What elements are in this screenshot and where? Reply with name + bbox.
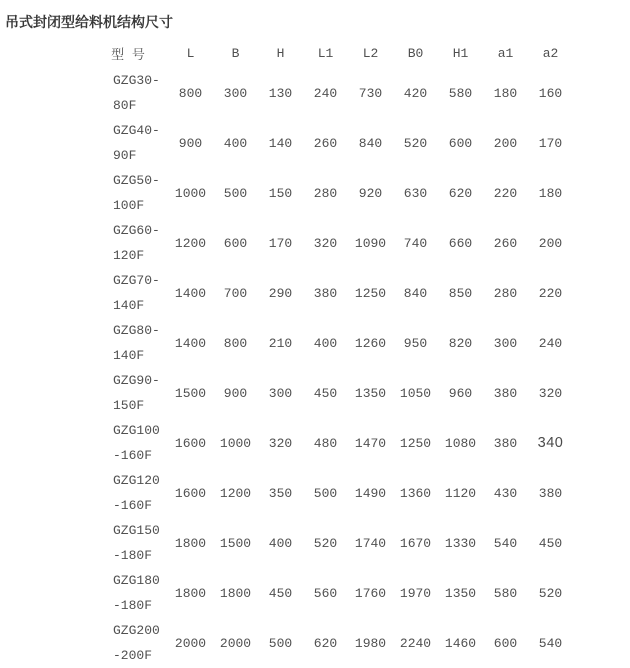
value-cell: 2240 <box>399 635 432 651</box>
column-header: L <box>186 45 195 61</box>
value-cell: 700 <box>223 285 248 301</box>
model-cell <box>88 518 168 568</box>
value-cell: 220 <box>493 185 518 201</box>
value-cell: 260 <box>493 235 518 251</box>
value-cell: 260 <box>313 135 338 151</box>
value-cell: 620 <box>448 185 473 201</box>
value-cell: 320 <box>268 435 293 451</box>
value-cell: 430 <box>493 485 518 501</box>
table-row <box>88 618 573 668</box>
value-cell: 1400 <box>174 285 207 301</box>
model-cell <box>88 268 168 318</box>
value-cell: 480 <box>313 435 338 451</box>
value-cell: 520 <box>313 535 338 551</box>
value-cell: 170 <box>268 235 293 251</box>
model-line: GZG120 <box>113 473 160 488</box>
value-cell: 840 <box>403 285 428 301</box>
value-cell: 580 <box>448 85 473 101</box>
value-cell: 400 <box>268 535 293 551</box>
model-cell <box>88 168 168 218</box>
column-header: L1 <box>317 45 334 61</box>
value-cell: 900 <box>223 385 248 401</box>
value-cell: 850 <box>448 285 473 301</box>
model-cell <box>88 418 168 468</box>
table-row <box>88 68 573 118</box>
value-cell: 580 <box>493 585 518 601</box>
model-line: 120F <box>113 248 145 263</box>
value-cell: 800 <box>178 85 203 101</box>
model-line: -160F <box>113 448 153 463</box>
value-cell: 1800 <box>174 585 207 601</box>
table-row <box>88 318 573 368</box>
value-cell: 450 <box>313 385 338 401</box>
model-line: 80F <box>113 98 137 113</box>
value-cell: 800 <box>223 335 248 351</box>
value-cell: 1250 <box>354 285 387 301</box>
value-cell: 1050 <box>399 385 432 401</box>
value-cell: 280 <box>493 285 518 301</box>
model-line: GZG150 <box>113 523 160 538</box>
value-cell: 290 <box>268 285 293 301</box>
column-header: B0 <box>407 45 424 61</box>
value-cell: 600 <box>223 235 248 251</box>
value-cell: 1600 <box>174 435 207 451</box>
value-cell: 1400 <box>174 335 207 351</box>
value-cell: 380 <box>538 485 563 501</box>
value-cell: 200 <box>493 135 518 151</box>
value-cell: 1470 <box>354 435 387 451</box>
value-cell: 520 <box>538 585 563 601</box>
model-line: 140F <box>113 298 145 313</box>
value-cell: 520 <box>403 135 428 151</box>
spec-table <box>88 38 573 668</box>
column-header: a2 <box>542 45 559 61</box>
value-cell: 1500 <box>219 535 252 551</box>
value-cell: 1200 <box>219 485 252 501</box>
model-cell <box>88 368 168 418</box>
value-cell: 540 <box>538 635 563 651</box>
value-cell: 240 <box>313 85 338 101</box>
value-cell: 180 <box>493 85 518 101</box>
table-header-row <box>88 38 573 68</box>
model-line: GZG60- <box>113 223 160 238</box>
value-cell: 380 <box>313 285 338 301</box>
table-row <box>88 568 573 618</box>
model-cell <box>88 218 168 268</box>
value-cell: 1000 <box>219 435 252 451</box>
value-cell: 400 <box>223 135 248 151</box>
column-header: L2 <box>362 45 379 61</box>
value-cell: 320 <box>313 235 338 251</box>
table-body <box>88 68 573 668</box>
model-line: -180F <box>113 598 153 613</box>
value-cell: 500 <box>313 485 338 501</box>
model-cell <box>88 618 168 668</box>
value-cell: 540 <box>493 535 518 551</box>
value-cell: 350 <box>268 485 293 501</box>
column-header: a1 <box>497 45 514 61</box>
table-header <box>88 38 573 68</box>
model-line: GZG70- <box>113 273 160 288</box>
page-title: 吊式封闭型给料机结构尺寸 <box>5 14 173 30</box>
model-line: 100F <box>113 198 145 213</box>
table-row <box>88 418 573 468</box>
table-row <box>88 118 573 168</box>
value-cell: 150 <box>268 185 293 201</box>
value-cell: 1490 <box>354 485 387 501</box>
value-cell: 500 <box>223 185 248 201</box>
model-line: 90F <box>113 148 137 163</box>
value-cell: 1090 <box>354 235 387 251</box>
value-cell: 840 <box>358 135 383 151</box>
value-cell: 560 <box>313 585 338 601</box>
value-cell: 1760 <box>354 585 387 601</box>
value-cell: 420 <box>403 85 428 101</box>
model-line: 140F <box>113 348 145 363</box>
table-row <box>88 268 573 318</box>
model-line: GZG80- <box>113 323 160 338</box>
value-cell: 1970 <box>399 585 432 601</box>
model-line: -180F <box>113 548 153 563</box>
value-cell: 2000 <box>174 635 207 651</box>
column-header: H1 <box>452 45 469 61</box>
value-cell: 1080 <box>444 435 477 451</box>
value-cell: 450 <box>538 535 563 551</box>
value-cell: 950 <box>403 335 428 351</box>
model-line: GZG50- <box>113 173 160 188</box>
table-row <box>88 168 573 218</box>
model-cell <box>88 68 168 118</box>
value-cell: 1980 <box>354 635 387 651</box>
value-cell: 660 <box>448 235 473 251</box>
model-cell <box>88 318 168 368</box>
model-cell <box>88 568 168 618</box>
value-cell: 1800 <box>174 535 207 551</box>
model-line: 150F <box>113 398 145 413</box>
value-cell: 160 <box>538 85 563 101</box>
value-cell: 300 <box>268 385 293 401</box>
value-cell: 600 <box>493 635 518 651</box>
value-cell: 920 <box>358 185 383 201</box>
value-cell: 170 <box>538 135 563 151</box>
value-cell: 200 <box>538 235 563 251</box>
value-cell: 320 <box>538 385 563 401</box>
value-cell: 130 <box>268 85 293 101</box>
value-cell: 300 <box>493 335 518 351</box>
value-cell: 1200 <box>174 235 207 251</box>
value-cell: 960 <box>448 385 473 401</box>
table-row <box>88 468 573 518</box>
value-cell: 1120 <box>444 485 477 501</box>
value-cell: 300 <box>223 85 248 101</box>
value-cell: 340 <box>537 435 564 451</box>
value-cell: 220 <box>538 285 563 301</box>
value-cell: 630 <box>403 185 428 201</box>
value-cell: 1000 <box>174 185 207 201</box>
value-cell: 1500 <box>174 385 207 401</box>
model-line: -200F <box>113 648 153 663</box>
model-line: GZG100 <box>113 423 160 438</box>
value-cell: 1460 <box>444 635 477 651</box>
value-cell: 900 <box>178 135 203 151</box>
model-line: -160F <box>113 498 153 513</box>
value-cell: 740 <box>403 235 428 251</box>
value-cell: 820 <box>448 335 473 351</box>
column-header: H <box>276 45 285 61</box>
page <box>0 13 630 668</box>
value-cell: 1260 <box>354 335 387 351</box>
value-cell: 380 <box>493 435 518 451</box>
value-cell: 1350 <box>354 385 387 401</box>
model-line: GZG30- <box>113 73 160 88</box>
value-cell: 1360 <box>399 485 432 501</box>
column-header-model: 型 号 <box>111 47 145 63</box>
value-cell: 1330 <box>444 535 477 551</box>
table-row <box>88 218 573 268</box>
value-cell: 240 <box>538 335 563 351</box>
model-line: GZG90- <box>113 373 160 388</box>
model-line: GZG200 <box>113 623 160 638</box>
model-cell <box>88 118 168 168</box>
model-cell <box>88 468 168 518</box>
value-cell: 500 <box>268 635 293 651</box>
value-cell: 1800 <box>219 585 252 601</box>
value-cell: 210 <box>268 335 293 351</box>
value-cell: 450 <box>268 585 293 601</box>
value-cell: 620 <box>313 635 338 651</box>
value-cell: 1350 <box>444 585 477 601</box>
model-line: GZG180 <box>113 573 160 588</box>
value-cell: 180 <box>538 185 563 201</box>
value-cell: 380 <box>493 385 518 401</box>
value-cell: 1250 <box>399 435 432 451</box>
value-cell: 1740 <box>354 535 387 551</box>
value-cell: 280 <box>313 185 338 201</box>
value-cell: 600 <box>448 135 473 151</box>
table-row <box>88 518 573 568</box>
value-cell: 400 <box>313 335 338 351</box>
value-cell: 730 <box>358 85 383 101</box>
value-cell: 2000 <box>219 635 252 651</box>
value-cell: 1670 <box>399 535 432 551</box>
column-header: B <box>231 45 240 61</box>
value-cell: 1600 <box>174 485 207 501</box>
table-row <box>88 368 573 418</box>
model-line: GZG40- <box>113 123 160 138</box>
value-cell: 140 <box>268 135 293 151</box>
